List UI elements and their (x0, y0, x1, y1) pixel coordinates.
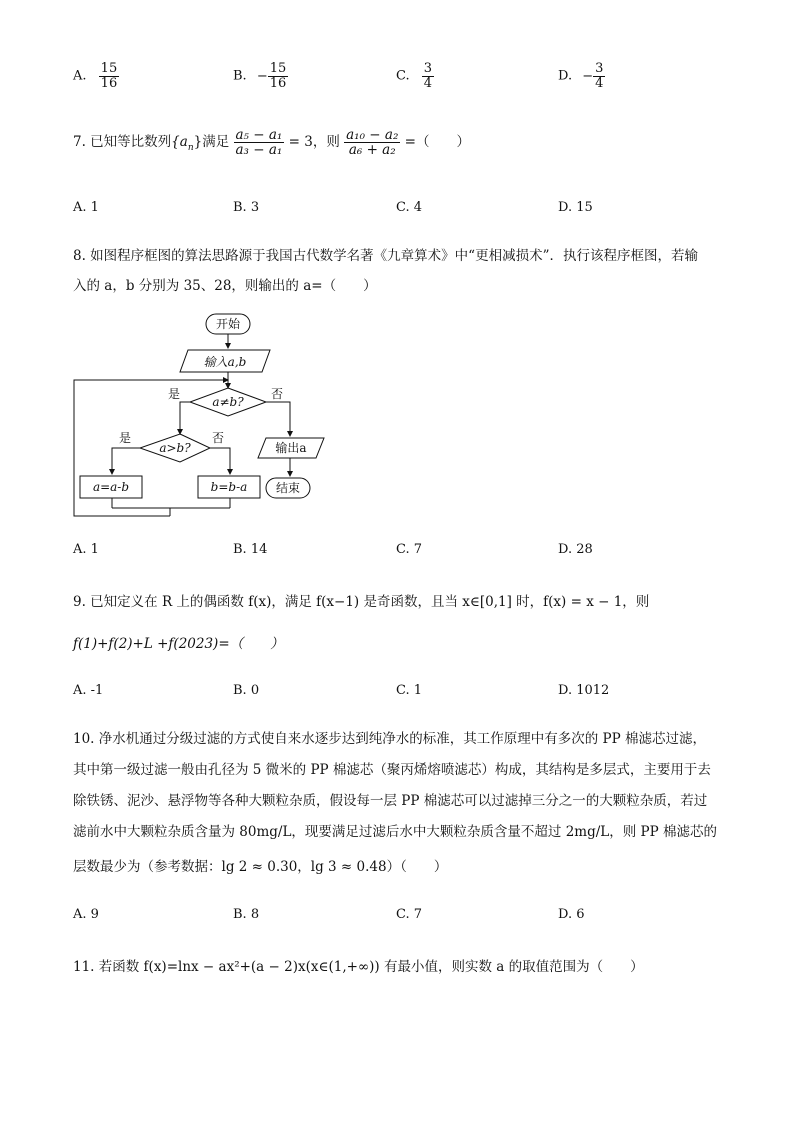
flow-yes2-label: 是 (118, 431, 132, 445)
flow-start-label: 开始 (215, 317, 241, 331)
q8-option-c: C. 7 (396, 542, 423, 557)
q6-option-a: A. $\frac{15}{16}$ (73, 61, 118, 91)
q11-stem: 11. 若函数 f(x)=lnx − ax²+(a − 2)x(x∈(1,+∞)) 有最小值，则实数 a 的取值范围为（ ） (73, 959, 644, 975)
q6-option-b: B. − $\frac{15}{16}$ (233, 61, 287, 91)
q10-stem-line5: 层数最少为（参考数据：lg 2 ≈ 0.30，lg 3 ≈ 0.48）（ ） (73, 859, 448, 875)
flow-box-left-label: a=a-b (92, 480, 130, 494)
q9-option-c: C. 1 (396, 683, 423, 698)
q7-option-c: C. 4 (396, 200, 423, 215)
q9-option-b: B. 0 (233, 683, 260, 698)
q10-stem-line4: 滤前水中大颗粒杂质含量为 80mg/L，现要满足过滤后水中大颗粒杂质含量不超过 2mg/L，则 PP 棉滤芯的 (73, 824, 718, 840)
flow-cond2-label: a>b? (159, 441, 191, 455)
q6-option-c: C. $\frac{3}{4}$ (396, 61, 433, 91)
flow-box-right-label: b=b-a (210, 480, 248, 494)
q7-option-d: D. 15 (558, 200, 593, 215)
q10-option-a: A. 9 (73, 907, 99, 922)
flow-no1-label: 否 (270, 387, 284, 401)
flow-no2-label: 否 (211, 431, 225, 445)
q9-stem-line2: f(1)+f(2)+L +f(2023)=（ ） (73, 636, 284, 652)
q8-option-b: B. 14 (233, 542, 268, 557)
flow-yes1-label: 是 (167, 387, 181, 401)
flow-input-label: 输入a,b (203, 355, 247, 369)
q6-option-d: D. − $\frac{3}{4}$ (558, 61, 604, 91)
q10-option-b: B. 8 (233, 907, 260, 922)
q7-option-b: B. 3 (233, 200, 260, 215)
q10-stem-line3: 除铁锈、泥沙、悬浮物等各种大颗粒杂质，假设每一层 PP 棉滤芯可以过滤掉三分之一的大颗粒杂质，若过 (73, 793, 708, 809)
flow-cond1-label: a≠b? (212, 395, 244, 409)
q9-stem-line1: 9. 已知定义在 R 上的偶函数 f(x)，满足 f(x−1) 是奇函数，且当 x∈[0,1] 时，f(x) = x − 1，则 (73, 594, 650, 610)
q8-flowchart (70, 308, 330, 523)
q8-option-a: A. 1 (73, 542, 99, 557)
q9-option-d: D. 1012 (558, 683, 610, 698)
q7-stem: 7. 已知等比数列$\{a_n\}$满足 $\frac{\text{a₅ − a₁}}{\text{a₃ − a₁}}$ = 3，则 $\frac{\text{a₁₀ − a₂}}{\text{a₆ + a₂}}$ =（ ） (73, 127, 470, 159)
q10-option-d: D. 6 (558, 907, 585, 922)
q9-option-a: A. -1 (73, 683, 104, 698)
q10-stem-line1: 10. 净水机通过分级过滤的方式使自来水逐步达到纯净水的标准，其工作原理中有多次的 PP 棉滤芯过滤， (73, 731, 707, 747)
q8-stem-line1: 8. 如图程序框图的算法思路源于我国古代数学名著《九章算术》中“更相减损术”．执行该程序框图，若输 (73, 248, 698, 264)
flow-output-label: 输出a (275, 441, 307, 455)
q8-option-d: D. 28 (558, 542, 593, 557)
q10-option-c: C. 7 (396, 907, 423, 922)
q8-stem-line2: 入的 a，b 分别为 35、28，则输出的 a=（ ） (73, 278, 377, 294)
q7-option-a: A. 1 (73, 200, 99, 215)
flow-end-label: 结束 (275, 481, 301, 495)
q10-stem-line2: 其中第一级过滤一般由孔径为 5 微米的 PP 棉滤芯（聚丙烯熔喷滤芯）构成，其结构是多层式，主要用于去 (73, 762, 711, 778)
